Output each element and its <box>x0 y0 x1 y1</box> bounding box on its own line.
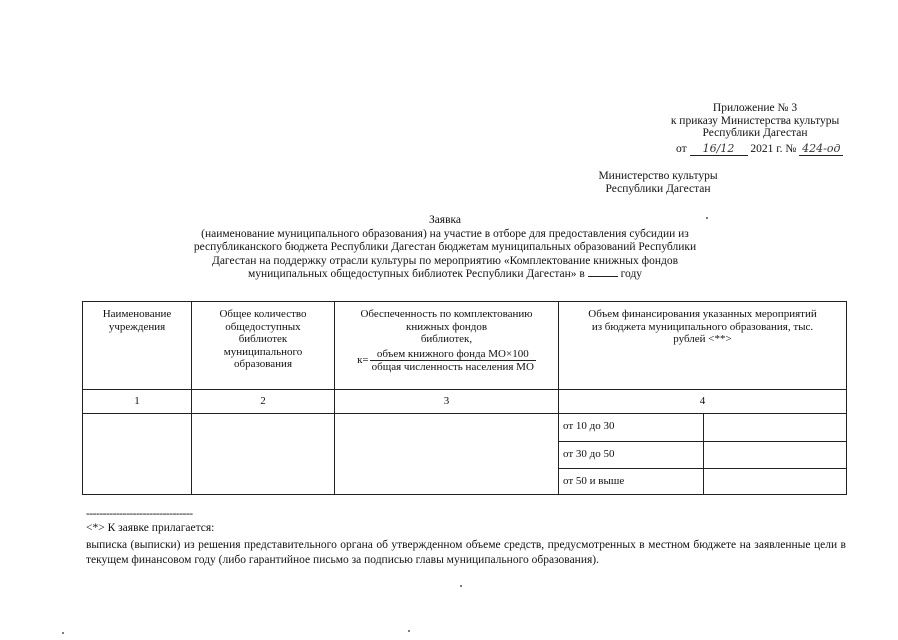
order-date-line <box>676 142 876 156</box>
request-line-1: (наименование муниципального образования) на участие в отборе для предоставления субсидии из <box>201 227 689 240</box>
provision-formula <box>335 348 558 374</box>
column-number-row <box>83 390 847 414</box>
range-label: от 10 до 30 <box>559 414 704 442</box>
header-text: библиотек <box>238 333 288 345</box>
header-text: образования <box>233 358 293 370</box>
library-count-cell[interactable] <box>192 414 335 495</box>
institution-cell[interactable] <box>83 414 192 495</box>
header-text: Общее количество <box>219 308 307 320</box>
request-line-2: республиканского бюджета Республики Дагестан бюджетам муниципальных образований Республики <box>193 241 697 253</box>
formula-fraction <box>370 348 536 374</box>
header-text: Объем финансирования указанных мероприятий <box>588 308 817 320</box>
ministry-name: Министерство культуры <box>598 170 718 182</box>
scan-speck <box>706 217 708 219</box>
year-number-label: 2021 г. № <box>750 143 797 155</box>
range-label: от 50 и выше <box>559 469 704 495</box>
header-institution <box>83 302 192 390</box>
header-text: муниципального <box>223 345 303 358</box>
request-heading <box>120 214 770 282</box>
header-library-count <box>192 302 335 390</box>
formula-k: к= <box>357 354 369 367</box>
appendix-order-line: к приказу Министерства культуры <box>670 114 840 127</box>
request-line-4 <box>120 268 770 282</box>
handwritten-order-number: 424-од <box>799 142 843 156</box>
ministry-republic: Республики Дагестан <box>605 183 711 195</box>
header-text: учреждения <box>108 320 166 333</box>
appendix-title: Приложение № 3 <box>712 102 798 114</box>
scan-speck <box>408 630 410 632</box>
from-prefix: от <box>676 143 687 155</box>
funding-amount-cell[interactable] <box>704 469 847 495</box>
funding-amount-cell[interactable] <box>704 414 847 442</box>
header-row <box>83 302 847 390</box>
request-line-4-text: муниципальных общедоступных библиотек Республики Дагестан» в <box>247 268 585 280</box>
footnote-text: выписка (выписки) из решения представительного органа об утвержденном объеме средств, предусмотренных в местном бюджете на заявленные цели в текущем финансовом году (либо гарантийное письмо за подписью главы муниципального образования). <box>86 539 846 566</box>
request-line-3: Дагестан на поддержку отрасли культуры по мероприятию «Комплектование книжных фондов <box>211 254 679 267</box>
column-number: 1 <box>83 390 192 414</box>
scan-speck <box>62 632 64 634</box>
table-row <box>83 414 847 442</box>
header-text: книжных фондов <box>405 320 488 333</box>
header-provision <box>335 302 559 390</box>
handwritten-date: 16/12 <box>690 142 748 156</box>
appendix-republic-line: Республики Дагестан <box>702 127 808 139</box>
header-text: Обеспеченность по комплектованию <box>360 308 533 320</box>
formula-numerator: объем книжного фонда МО×100 <box>370 348 536 362</box>
header-text: общедоступных <box>225 320 301 333</box>
range-label: от 30 до 50 <box>559 442 704 469</box>
scan-speck <box>460 585 462 587</box>
header-text: рублей <**> <box>673 333 732 345</box>
provision-cell[interactable] <box>335 414 559 495</box>
request-title: Заявка <box>428 214 462 226</box>
column-number: 2 <box>192 390 335 414</box>
footnote-separator: -------------------------------- <box>86 508 193 520</box>
column-number: 4 <box>559 390 847 414</box>
year-blank[interactable] <box>588 276 618 277</box>
header-text: библиотек, <box>420 333 473 345</box>
header-text: из бюджета муниципального образования, тыс. <box>591 320 814 333</box>
formula-denominator: общая численность населения МО <box>371 361 534 373</box>
funding-amount-cell[interactable] <box>704 442 847 469</box>
header-funding <box>559 302 847 390</box>
column-number: 3 <box>335 390 559 414</box>
application-table <box>82 301 847 495</box>
request-line-4-end: году <box>620 268 643 280</box>
addressee-block <box>588 170 728 196</box>
appendix-block <box>640 102 870 140</box>
header-text: Наименование <box>102 308 172 320</box>
footnote-title: <*> К заявке прилагается: <box>86 522 215 534</box>
